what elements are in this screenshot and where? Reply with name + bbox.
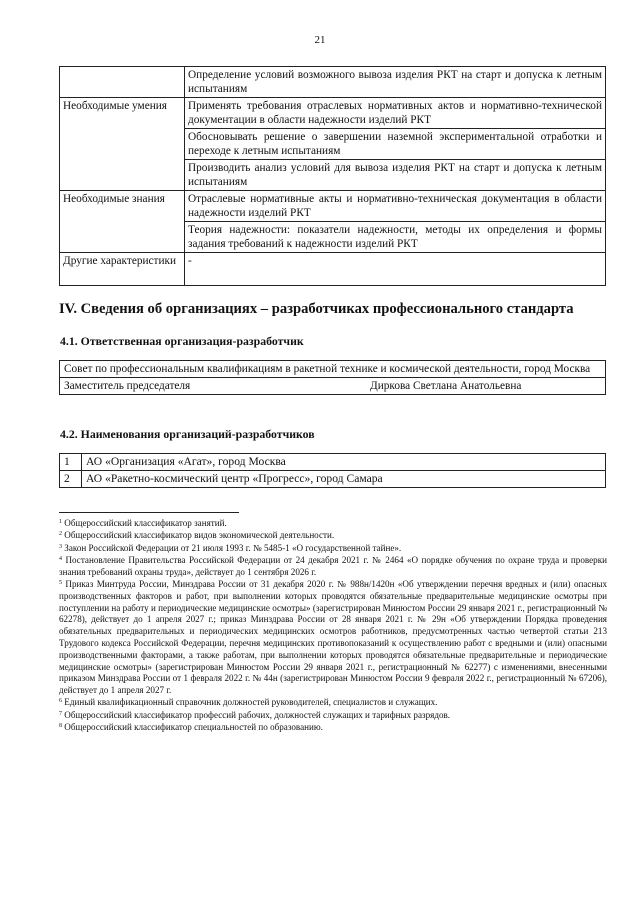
table-cell-empty xyxy=(60,67,185,98)
table-row xyxy=(60,67,606,98)
table-cell: Отраслевые нормативные акты и нормативно-техническая документация в области надежности изделий РКТ xyxy=(185,191,606,222)
footnote-text: Единый квалификационный справочник должностей руководителей, специалистов и служащих. xyxy=(64,697,438,708)
requirements-table xyxy=(59,66,606,286)
footnote-mark: 1 xyxy=(59,519,62,525)
table-cell: Применять требования отраслевых нормативных актов и нормативно-технической документации в области надежности изделий РКТ xyxy=(185,98,606,129)
footnote xyxy=(59,543,607,555)
developers-heading: 4.2. Наименования организаций-разработчиков xyxy=(60,427,315,441)
footnote xyxy=(59,579,607,697)
table-row xyxy=(60,191,606,222)
table-row xyxy=(60,253,606,286)
knowledge-label: Необходимые знания xyxy=(60,191,185,253)
footnote-mark: 2 xyxy=(59,531,62,538)
footnote-text: Общероссийский классификатор занятий. xyxy=(64,518,227,528)
footnote-text: Общероссийский классификатор профессий рабочих, должностей служащих и тарифных разрядов. xyxy=(64,709,451,720)
table-row xyxy=(60,471,606,488)
row-number: 1 xyxy=(60,454,82,471)
table-row xyxy=(60,378,606,395)
footnote xyxy=(59,518,607,530)
row-number: 2 xyxy=(60,471,82,488)
footnote xyxy=(59,710,607,722)
section-title: IV. Сведения об организациях – разработчиках профессионального стандарта xyxy=(59,301,574,317)
footnote-text: Общероссийский классификатор специальностей по образованию. xyxy=(64,722,323,733)
footnote-text: Общероссийский классификатор видов экономической деятельности. xyxy=(64,530,335,541)
other-label: Другие характеристики xyxy=(60,253,185,286)
footnote-mark: 3 xyxy=(59,543,62,550)
footnote xyxy=(59,722,607,734)
person-name: Диркова Светлана Анатольевна xyxy=(366,378,606,395)
table-row xyxy=(60,454,606,471)
footnote xyxy=(59,555,607,579)
footnote-text: Закон Российской Федерации от 21 июля 1993 г. № 5485-1 «О государственной тайне». xyxy=(64,542,402,553)
footnote-divider xyxy=(59,512,239,513)
org-name: АО «Организация «Агат», город Москва xyxy=(82,454,606,471)
footnote xyxy=(59,530,607,542)
skills-label: Необходимые умения xyxy=(60,98,185,191)
page-number: 21 xyxy=(314,34,326,46)
footnote-mark: 5 xyxy=(59,579,62,586)
org-name: АО «Ракетно-космический центр «Прогресс», город Самара xyxy=(82,471,606,488)
table-cell: Определение условий возможного вывоза изделия РКТ на старт и допуска к летным испытаниям xyxy=(185,67,606,98)
footnotes xyxy=(59,518,607,734)
footnote-text: Приказ Минтруда России, Минздрава России от 31 декабря 2020 г. № 988н/1420н «Об утверждении перечня вредных и (или) опасных производственных факторов и работ, при выполнении которых проводятся обязательные предварительные медицинские осмотры при поступлении на работу и периодические медицинские осмотры» (зарегистрирован Минюстом России 29 января 2021 г., регистрационный № 62278), действует до 1 апреля 2027 г.; приказ Минздрава России от 28 января 2021 г. № 29н «Об утверждении Порядка проведения обязательных предварительных и периодических медицинских осмотров работников, предусмотренных частью четвертой статьи 213 Трудового кодекса Российской Федерации, перечня медицинских противопоказаний к осуществлению работ с вредными и (или) опасными производственными факторами, а также работам, при выполнении которых проводятся обязательные предварительные и периодические медицинские осмотры» (зарегистрирован Минюстом России 29 января 2021 г., регистрационный № 62277) с изменениями, внесенными приказом Минздрава России от 1 февраля 2022 г. № 44н (зарегистрирован Минюстом России 9 февраля 2022 г., регистрационный № 67206), действует до 1 апреля 2027 г. xyxy=(59,578,607,696)
table-cell: Производить анализ условий для вывоза изделия РКТ на старт и допуска к летным испытаниям xyxy=(185,160,606,191)
footnote-mark: 6 xyxy=(59,698,62,705)
table-row xyxy=(60,98,606,129)
footnote-mark: 8 xyxy=(59,723,62,730)
position: Заместитель председателя xyxy=(60,378,367,395)
table-row xyxy=(60,361,606,378)
org-name: Совет по профессиональным квалификациям в ракетной технике и космической деятельности, город Москва xyxy=(60,361,606,378)
responsible-org-heading: 4.1. Ответственная организация-разработчик xyxy=(60,334,304,348)
footnote-mark: 4 xyxy=(59,555,62,562)
footnote xyxy=(59,697,607,709)
responsible-org-table xyxy=(59,360,606,395)
table-cell: - xyxy=(185,253,606,286)
table-cell: Теория надежности: показатели надежности, методы их определения и формы задания требований к надежности изделий РКТ xyxy=(185,222,606,253)
footnote-text: Постановление Правительства Российской Федерации от 24 декабря 2021 г. № 2464 «О порядке обучения по охране труда и проверки знания требований охраны труда», действует до 1 сентября 2026 г. xyxy=(59,554,608,577)
footnote-mark: 7 xyxy=(59,710,62,717)
developers-table xyxy=(59,453,606,488)
table-cell: Обосновывать решение о завершении наземной экспериментальной отработки и переходе к летным испытаниям xyxy=(185,129,606,160)
